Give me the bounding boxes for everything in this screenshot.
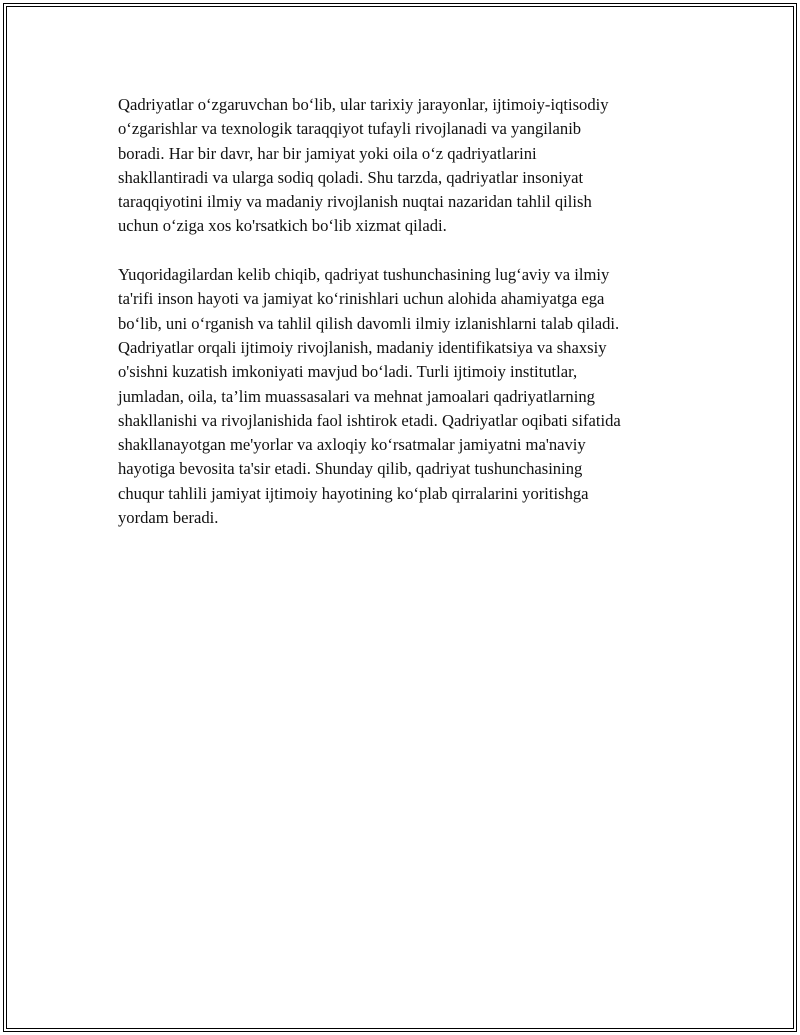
- text-line: shakllanayotgan me'yorlar va axloqiy ko‘rsatmalar jamiyatni ma'naviy: [118, 435, 586, 455]
- text-line: o‘zgarishlar va texnologik taraqqiyot tufayli rivojlanadi va yangilanib: [118, 119, 582, 139]
- text-line: shakllanishi va rivojlanishida faol ishtirok etadi. Qadriyatlar oqibati sifatida: [118, 410, 621, 430]
- text-line: Qadriyatlar orqali ijtimoiy rivojlanish, madaniy identifikatsiya va shaxsiy: [118, 337, 607, 357]
- text-line: yordam beradi.: [118, 508, 219, 528]
- text-line: Qadriyatlar o‘zgaruvchan bo‘lib, ular tarixiy jarayonlar, ijtimoiy-iqtisodiy: [118, 95, 609, 114]
- text-line: bo‘lib, uni o‘rganish va tahlil qilish davomli ilmiy izlanishlarni talab qiladi.: [118, 313, 620, 333]
- text-line: jumladan, oila, ta’lim muassasalari va mehnat jamoalari qadriyatlarning: [118, 386, 595, 406]
- text-line: Yuqoridagilardan kelib chiqib, qadriyat tushunchasining lug‘aviy va ilmiy: [118, 265, 610, 285]
- text-line: ta'rifi inson hayoti va jamiyat ko‘rinishlari uchun alohida ahamiyatga ega: [118, 289, 605, 309]
- paragraph-1: [118, 93, 688, 239]
- text-line: taraqqiyotini ilmiy va madaniy rivojlanish nuqtai nazaridan tahlil qilish: [118, 192, 592, 212]
- document-body: [118, 93, 688, 530]
- text-line: uchun o‘ziga xos ko'rsatkich bo‘lib xizmat qiladi.: [118, 216, 447, 236]
- text-line: chuqur tahlili jamiyat ijtimoiy hayotining ko‘plab qirralarini yoritishga: [118, 483, 589, 503]
- text-line: hayotiga bevosita ta'sir etadi. Shunday qilib, qadriyat tushunchasining: [118, 459, 583, 479]
- paragraph-2: [118, 263, 688, 530]
- text-line: boradi. Har bir davr, har bir jamiyat yoki oila o‘z qadriyatlarini: [118, 143, 537, 163]
- text-line: shakllantiradi va ularga sodiq qoladi. Shu tarzda, qadriyatlar insoniyat: [118, 167, 584, 187]
- text-line: o'sishni kuzatish imkoniyati mavjud bo‘ladi. Turli ijtimoiy institutlar,: [118, 362, 578, 382]
